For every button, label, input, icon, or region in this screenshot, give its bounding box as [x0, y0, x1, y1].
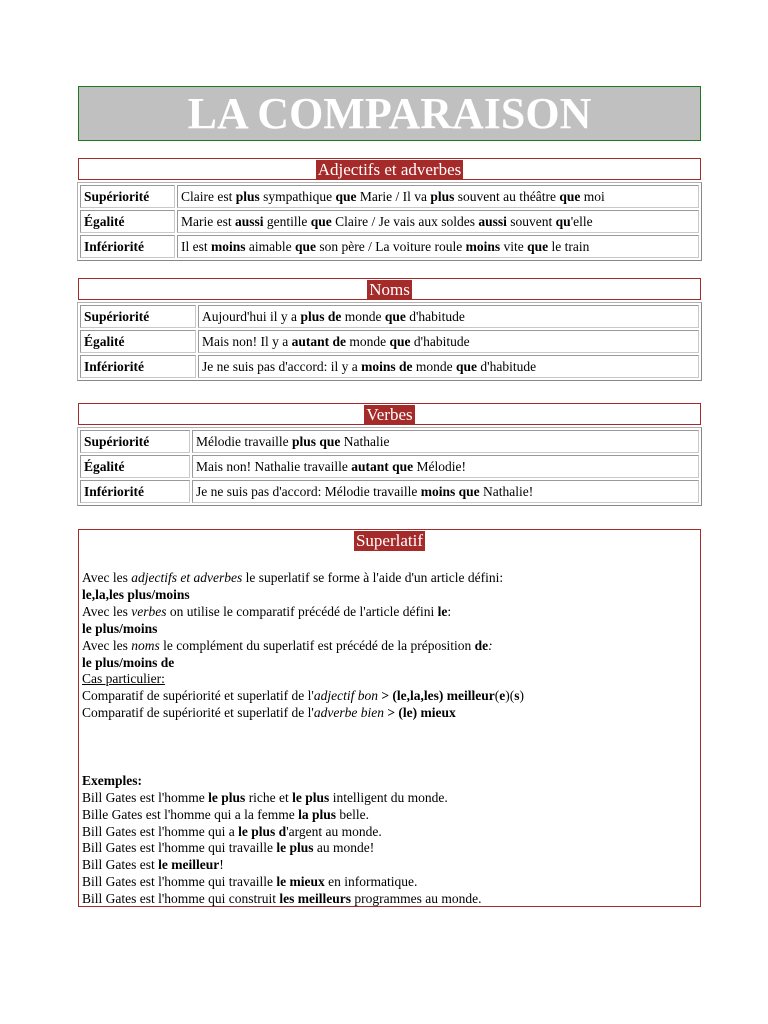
- text-segment: le,la,les plus/moins: [82, 586, 190, 602]
- row-example: [192, 480, 699, 503]
- text-segment: Je ne suis pas d'accord: il y a: [202, 358, 362, 374]
- text-segment: :: [447, 603, 452, 619]
- text-segment: le plus d: [238, 823, 287, 839]
- text-segment: Marie est: [181, 213, 235, 229]
- text-segment: le: [437, 603, 448, 619]
- text-segment: souvent: [506, 213, 556, 229]
- text-segment: le plus/moins: [82, 620, 158, 636]
- text-line: [82, 874, 700, 891]
- text-segment: Mélodie!: [413, 458, 466, 474]
- row-label: Infériorité: [80, 480, 190, 503]
- text-segment: > (le,la,les) meilleur: [377, 688, 495, 704]
- text-segment: > (le) mieux: [383, 705, 456, 721]
- section-verbes: [78, 403, 701, 506]
- text-segment: Bill Gates est l'homme qui travaille: [82, 874, 277, 890]
- table-row: [80, 305, 699, 328]
- table-row: [80, 355, 699, 378]
- text-line: [82, 824, 700, 841]
- text-segment: que: [456, 358, 478, 374]
- comparison-table: [77, 427, 702, 506]
- text-segment: que: [384, 308, 406, 324]
- row-example: [192, 455, 699, 478]
- text-segment: Bill Gates est l'homme qui travaille: [82, 840, 277, 856]
- text-segment: son père / La voiture roule: [316, 238, 466, 254]
- section-header-label: Adjectifs et adverbes: [317, 160, 462, 179]
- text-segment: 'elle: [570, 213, 593, 229]
- text-segment: gentille: [263, 213, 311, 229]
- text-segment: programmes au monde.: [351, 891, 482, 907]
- text-segment: Nathalie!: [479, 483, 534, 499]
- text-line: [82, 756, 700, 773]
- text-segment: 'argent au monde.: [286, 823, 382, 839]
- text-segment: belle.: [336, 806, 370, 822]
- text-segment: d'habitude: [405, 308, 465, 324]
- text-segment: !: [219, 857, 224, 873]
- text-line: [82, 688, 700, 705]
- text-line: [82, 891, 700, 908]
- text-segment: )(: [505, 688, 515, 704]
- text-line: [82, 857, 700, 874]
- text-segment: :: [488, 637, 493, 653]
- text-segment: Comparatif de supériorité et superlatif de l': [82, 705, 314, 721]
- text-segment: ): [519, 688, 525, 704]
- text-line: [82, 621, 700, 638]
- text-segment: en informatique.: [324, 874, 418, 890]
- text-segment: moins que: [420, 483, 480, 499]
- page-title: LA COMPARAISON: [78, 86, 701, 141]
- text-segment: Nathalie: [340, 433, 390, 449]
- text-segment: Claire / Je vais aux soldes: [331, 213, 479, 229]
- text-line: [82, 840, 700, 857]
- text-segment: au monde!: [313, 840, 375, 856]
- table-row: [80, 430, 699, 453]
- text-segment: Bill Gates est l'homme qui a: [82, 823, 239, 839]
- row-example: [192, 430, 699, 453]
- text-segment: d'habitude: [477, 358, 537, 374]
- text-segment: aussi: [234, 213, 264, 229]
- text-segment: Marie / Il va: [356, 188, 431, 204]
- text-segment: Bill Gates est: [82, 857, 159, 873]
- text-line: [82, 790, 700, 807]
- text-segment: le complément du superlatif est précédé de la préposition: [159, 637, 475, 653]
- row-example: [177, 185, 699, 208]
- text-segment: plus de: [300, 308, 342, 324]
- table-row: [80, 330, 699, 353]
- text-segment: Bille Gates est l'homme qui a la femme: [82, 806, 299, 822]
- text-segment: la plus: [298, 806, 337, 822]
- text-segment: Avec les: [82, 603, 132, 619]
- superlatif-body: [79, 551, 700, 908]
- row-label: Infériorité: [80, 355, 196, 378]
- text-segment: Comparatif de supériorité et superlatif de l': [82, 688, 314, 704]
- text-segment: Bill Gates est l'homme: [82, 789, 209, 805]
- section-noms: [78, 278, 701, 381]
- section-header-label: Superlatif: [355, 531, 424, 550]
- text-line: [82, 587, 700, 604]
- text-segment: le plus: [292, 789, 330, 805]
- text-segment: moi: [580, 188, 605, 204]
- text-segment: Mélodie travaille: [196, 433, 292, 449]
- text-segment: Cas particulier:: [82, 671, 165, 687]
- text-segment: que: [335, 188, 357, 204]
- section-header-label: Noms: [369, 280, 410, 299]
- text-segment: noms: [131, 637, 160, 653]
- text-segment: s: [514, 688, 520, 704]
- text-segment: monde: [412, 358, 457, 374]
- text-segment: intelligent du monde.: [329, 789, 448, 805]
- text-segment: vite: [500, 238, 528, 254]
- table-row: [80, 455, 699, 478]
- text-segment: qu: [555, 213, 571, 229]
- row-label: Égalité: [80, 210, 175, 233]
- text-line: [82, 671, 700, 688]
- text-segment: plus: [430, 188, 455, 204]
- row-example: [198, 305, 699, 328]
- text-segment: verbes: [131, 603, 167, 619]
- row-label: Supériorité: [80, 305, 196, 328]
- text-segment: le plus: [276, 840, 314, 856]
- row-example: [198, 355, 699, 378]
- text-segment: souvent au théâtre: [454, 188, 560, 204]
- text-line: [82, 570, 700, 587]
- text-segment: que: [389, 333, 411, 349]
- table-row: [80, 210, 699, 233]
- text-segment: moins: [211, 238, 246, 254]
- text-segment: le meilleur: [158, 857, 220, 873]
- row-label: Égalité: [80, 455, 190, 478]
- text-segment: riche et: [245, 789, 293, 805]
- text-segment: sympathique: [259, 188, 336, 204]
- text-segment: moins: [465, 238, 501, 254]
- row-label: Infériorité: [80, 235, 175, 258]
- row-example: [198, 330, 699, 353]
- text-segment: plus: [235, 188, 260, 204]
- text-segment: monde: [346, 333, 390, 349]
- text-segment: Bill Gates est l'homme qui construit: [82, 891, 280, 907]
- text-segment: que: [295, 238, 317, 254]
- section-header: [79, 531, 700, 551]
- table-row: [80, 480, 699, 503]
- table-row: [80, 235, 699, 258]
- text-segment: adjectifs et adverbes: [131, 570, 243, 585]
- section-superlatif: [78, 529, 701, 907]
- text-line: [82, 638, 700, 655]
- text-segment: adverbe bien: [313, 705, 384, 721]
- text-segment: Mais non! Il y a: [202, 333, 292, 349]
- comparison-table: [77, 302, 702, 381]
- text-segment: d'habitude: [410, 333, 470, 349]
- text-line: [82, 722, 700, 739]
- row-label: Supériorité: [80, 185, 175, 208]
- text-line: [82, 604, 700, 621]
- text-segment: autant de: [291, 333, 346, 349]
- section-adjectifs-adverbes: [78, 158, 701, 261]
- text-segment: e: [499, 688, 506, 704]
- section-header-label: Verbes: [366, 405, 413, 424]
- text-segment: que: [559, 188, 581, 204]
- text-segment: Aujourd'hui il y a: [202, 308, 301, 324]
- text-segment: Exemples:: [82, 772, 142, 788]
- text-segment: le train: [548, 238, 590, 254]
- text-segment: Il est: [181, 238, 211, 254]
- text-segment: que: [310, 213, 332, 229]
- row-label: Égalité: [80, 330, 196, 353]
- text-segment: adjectif bon: [313, 688, 378, 704]
- row-example: [177, 210, 699, 233]
- text-line: [82, 773, 700, 790]
- text-segment: moins de: [361, 358, 413, 374]
- text-line: [82, 655, 700, 672]
- text-line: [82, 739, 700, 756]
- text-segment: Mais non! Nathalie travaille: [196, 458, 352, 474]
- text-segment: Claire est: [181, 188, 236, 204]
- text-segment: le mieux: [276, 874, 325, 890]
- text-segment: Avec les: [82, 637, 132, 653]
- section-header: [78, 158, 701, 180]
- section-header: [78, 278, 701, 300]
- text-segment: autant que: [351, 458, 414, 474]
- section-header: [78, 403, 701, 425]
- text-segment: Je ne suis pas d'accord: Mélodie travaille: [196, 483, 421, 499]
- text-segment: aimable: [245, 238, 295, 254]
- text-segment: Avec les: [82, 570, 132, 585]
- text-segment: le plus/moins de: [82, 654, 175, 670]
- text-segment: les meilleurs: [279, 891, 352, 907]
- text-segment: le superlatif se forme à l'aide d'un article défini:: [242, 570, 504, 585]
- text-segment: on utilise le comparatif précédé de l'article défini: [166, 603, 438, 619]
- text-segment: aussi: [478, 213, 507, 229]
- text-line: [82, 705, 700, 722]
- text-segment: de: [474, 637, 489, 653]
- text-segment: le plus: [208, 789, 246, 805]
- text-segment: que: [527, 238, 549, 254]
- comparison-table: [77, 182, 702, 261]
- text-segment: (: [494, 688, 500, 704]
- table-row: [80, 185, 699, 208]
- text-segment: monde: [341, 308, 385, 324]
- row-example: [177, 235, 699, 258]
- text-segment: plus que: [291, 433, 341, 449]
- row-label: Supériorité: [80, 430, 190, 453]
- text-line: [82, 807, 700, 824]
